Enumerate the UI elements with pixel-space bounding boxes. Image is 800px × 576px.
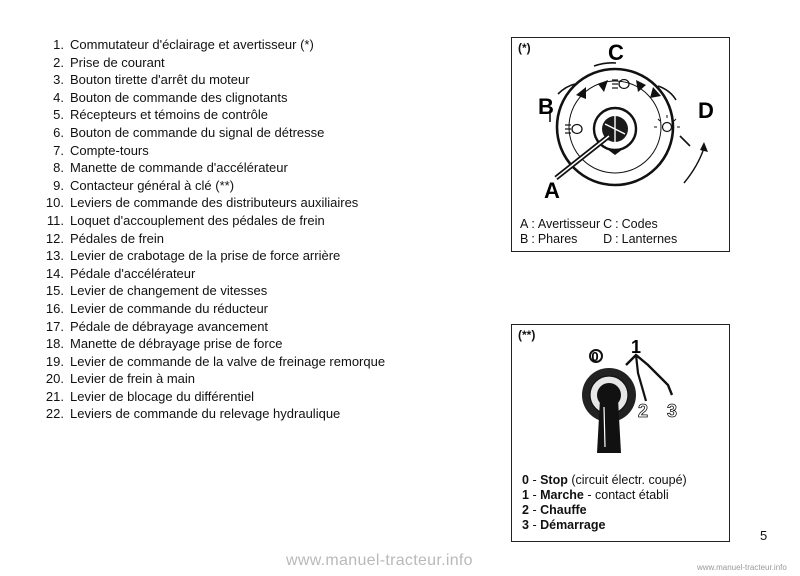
item-text: Pédale d'accélérateur — [70, 265, 196, 281]
item-number: 1. — [53, 37, 64, 52]
legend-note: (circuit électr. coupé) — [571, 473, 687, 487]
list-item — [28, 318, 385, 336]
item-number: 9. — [53, 177, 64, 193]
legend-sep: : — [531, 232, 535, 246]
legend-value: Démarrage — [540, 518, 606, 532]
parking-light-icon — [654, 115, 680, 132]
legend-key: 1 — [522, 488, 529, 502]
high-beam-icon — [565, 125, 582, 134]
item-number: 3. — [53, 72, 64, 88]
item-text: Levier de crabotage de la prise de force arrière — [70, 248, 341, 264]
list-item — [28, 142, 385, 160]
label-a: A — [544, 178, 560, 203]
list-item — [28, 353, 385, 371]
list-item — [28, 54, 385, 72]
legend-row — [520, 217, 680, 232]
item-number: 14. — [45, 265, 64, 281]
item-text: Contacteur général à clé (**) — [70, 177, 235, 193]
label-d: D — [698, 98, 714, 123]
position-mark-b — [576, 87, 586, 99]
list-item — [28, 124, 385, 142]
item-number: 20. — [45, 371, 64, 387]
list-item — [28, 247, 385, 265]
item-number: 17. — [45, 318, 64, 334]
legend-row — [522, 473, 687, 488]
list-item — [28, 177, 385, 195]
figure-tag: (*) — [518, 41, 531, 55]
item-number: 15. — [45, 283, 64, 299]
item-text: Levier de frein à main — [70, 371, 196, 387]
item-number: 2. — [53, 54, 64, 70]
legend-key: 2 — [522, 503, 529, 517]
item-text: Leviers de commande des distributeurs auxiliaires — [70, 195, 359, 211]
legend-sep: - — [532, 473, 537, 487]
item-number: 12. — [45, 230, 64, 246]
list-item — [28, 159, 385, 177]
item-number: 7. — [53, 142, 64, 158]
arc-d-bottom — [680, 136, 690, 146]
list-item — [28, 212, 385, 230]
lighting-legend — [520, 217, 680, 247]
item-text: Commutateur d'éclairage et avertisseur (*) — [70, 37, 314, 52]
legend-key: 0 — [522, 473, 529, 487]
item-number: 6. — [53, 124, 64, 140]
legend-value: Lanternes — [621, 232, 678, 246]
list-item — [28, 370, 385, 388]
rotation-arrow — [684, 148, 704, 183]
legend-key: 3 — [522, 518, 529, 532]
legend-value: Chauffe — [540, 503, 587, 517]
list-item — [28, 265, 385, 283]
legend-sep: - — [532, 518, 537, 532]
arrow-head — [700, 142, 708, 152]
item-text: Bouton de commande du signal de détresse — [70, 124, 325, 140]
label-b: B — [538, 94, 554, 119]
list-item — [28, 405, 385, 423]
position-2-label: 2 — [637, 401, 649, 421]
item-number: 13. — [45, 248, 64, 264]
item-text: Récepteurs et témoins de contrôle — [70, 107, 268, 123]
key-switch-legend — [522, 473, 687, 533]
item-text: Pédales de frein — [70, 230, 164, 246]
component-list — [28, 36, 385, 423]
key-switch-diagram — [512, 325, 729, 475]
position-0-label: 0 — [591, 349, 599, 364]
item-text: Levier de changement de vitesses — [70, 283, 268, 299]
item-number: 8. — [53, 160, 64, 176]
legend-key: C — [603, 217, 613, 231]
list-item — [28, 388, 385, 406]
legend-value: Marche — [540, 488, 584, 502]
legend-sep: : — [615, 232, 619, 246]
list-item — [28, 194, 385, 212]
legend-sep: : — [531, 217, 535, 231]
list-item — [28, 282, 385, 300]
legend-key: B — [520, 232, 529, 246]
item-text: Levier de commande du réducteur — [70, 300, 269, 316]
item-number: 4. — [53, 89, 64, 105]
item-number: 19. — [45, 353, 64, 369]
label-c: C — [608, 40, 624, 65]
item-text: Prise de courant — [70, 54, 165, 70]
legend-sep: : — [615, 217, 619, 231]
item-text: Bouton tirette d'arrêt du moteur — [70, 72, 250, 88]
item-text: Manette de commande d'accélérateur — [70, 160, 288, 176]
page-number: 5 — [760, 528, 768, 543]
list-item — [28, 230, 385, 248]
legend-row — [522, 503, 687, 518]
lighting-switch-figure — [511, 37, 730, 252]
legend-row — [522, 518, 687, 533]
item-text: Levier de blocage du différentiel — [70, 388, 255, 404]
position-3-label: 3 — [666, 401, 678, 421]
legend-row — [520, 232, 680, 247]
list-item — [28, 300, 385, 318]
item-number: 21. — [45, 388, 64, 404]
list-item — [28, 36, 385, 54]
item-number: 11. — [46, 212, 64, 228]
legend-value: Phares — [537, 232, 578, 246]
item-text: Compte-tours — [70, 142, 149, 158]
list-item — [28, 106, 385, 124]
legend-value: Avertisseur — [537, 217, 601, 231]
key-switch-figure — [511, 324, 730, 542]
legend-row — [522, 488, 687, 503]
legend-sep: - — [532, 503, 537, 517]
position-1-label: 1 — [630, 337, 642, 357]
position-mark-c-left — [598, 80, 608, 92]
knob-pointer — [607, 149, 623, 155]
item-text: Bouton de commande des clignotants — [70, 89, 288, 105]
item-text: Leviers de commande du relevage hydraulique — [70, 406, 341, 422]
list-item — [28, 89, 385, 107]
legend-note: - contact établi — [587, 488, 669, 502]
item-text: Pédale de débrayage avancement — [70, 318, 269, 334]
item-number: 16. — [45, 300, 64, 316]
watermark-small: www.manuel-tracteur.info — [697, 563, 787, 572]
item-text: Manette de débrayage prise de force — [70, 336, 283, 352]
item-text: Loquet d'accouplement des pédales de frein — [70, 212, 325, 228]
list-item — [28, 335, 385, 353]
legend-key: D — [603, 232, 613, 246]
list-item — [28, 71, 385, 89]
item-number: 10. — [45, 195, 64, 211]
legend-value: Stop — [540, 473, 568, 487]
watermark: www.manuel-tracteur.info — [286, 552, 473, 569]
position-mark-c-right — [636, 80, 646, 92]
item-number: 5. — [53, 107, 64, 123]
item-text: Levier de commande de la valve de freinage remorque — [70, 353, 386, 369]
item-number: 18. — [45, 336, 64, 352]
key-handle — [597, 399, 621, 453]
legend-key: A — [520, 217, 529, 231]
item-number: 22. — [45, 406, 64, 422]
legend-value: Codes — [621, 217, 658, 231]
legend-sep: - — [532, 488, 537, 502]
figure-tag: (**) — [518, 328, 536, 342]
